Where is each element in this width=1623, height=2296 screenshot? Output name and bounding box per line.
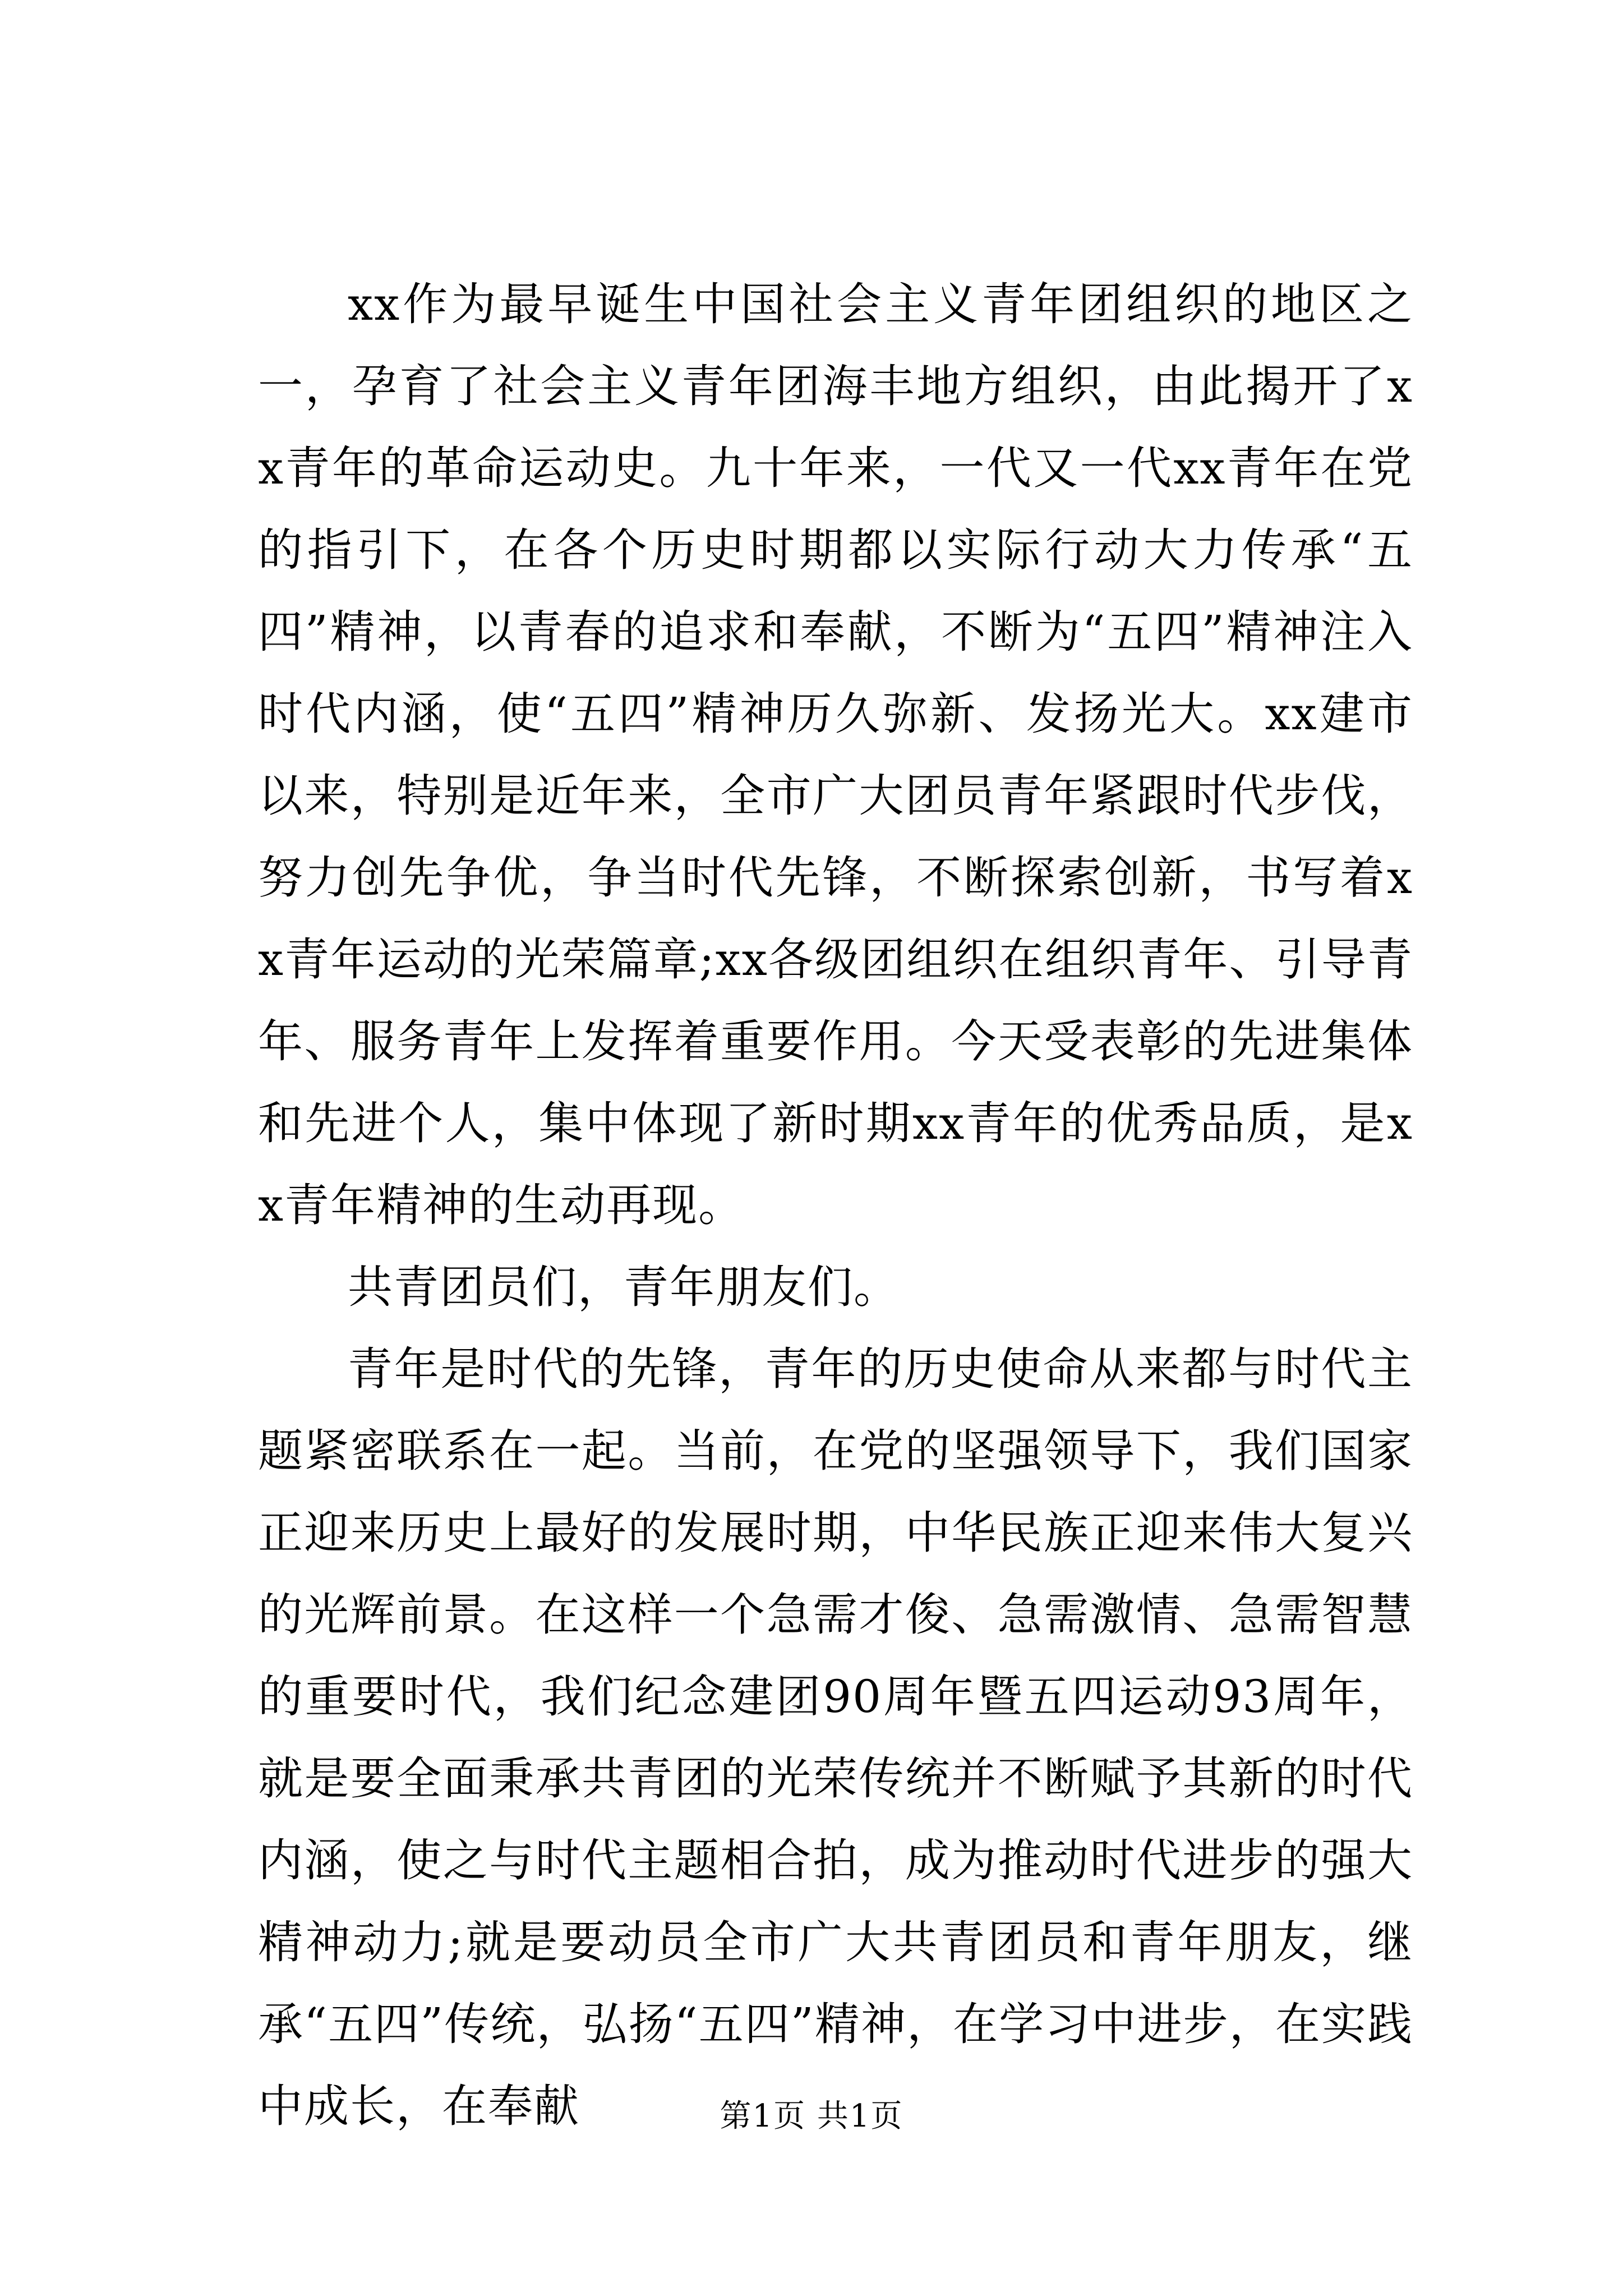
page-footer: 第1页 共1页 <box>720 2098 903 2134</box>
paragraph-2: 共青团员们，青年朋友们。 <box>348 1261 900 1313</box>
paragraph-3: 青年是时代的先锋，青年的历史使命从来都与时代主题紧密联系在一起。当前，在党的坚强领导下，我们国家正迎来历史上最好的发展时期，中华民族正迎来伟大复兴的光辉前景。在这样一个急需才俊、急需激情、急需智慧的重要时代，我们纪念建团90周年暨五四运动93周年，就是要全面秉承共青团的光荣传统并不断赋予其新的时代内涵，使之与时代主题相合拍，成为推动时代进步的强大精神动力;就是要动员全市广大共青团员和青年朋友，继承“五四”传统，弘扬“五四”精神，在学习中进步，在实践中成长，在奉献 <box>258 1343 1413 2132</box>
document-body <box>258 264 1413 2147</box>
paragraph-1: xx作为最早诞生中国社会主义青年团组织的地区之一，孕育了社会主义青年团海丰地方组织，由此揭开了xx青年的革命运动史。九十年来，一代又一代xx青年在党的指引下，在各个历史时期都以实际行动大力传承“五四”精神，以青春的追求和奉献，不断为“五四”精神注入时代内涵，使“五四”精神历久弥新、发扬光大。xx建市以来，特别是近年来，全市广大团员青年紧跟时代步伐，努力创先争优，争当时代先锋，不断探索创新，书写着xx青年运动的光荣篇章;xx各级团组织在组织青年、引导青年、服务青年上发挥着重要作用。今天受表彰的先进集体和先进个人，集中体现了新时期xx青年的优秀品质，是xx青年精神的生动再现。 <box>258 278 1413 1231</box>
